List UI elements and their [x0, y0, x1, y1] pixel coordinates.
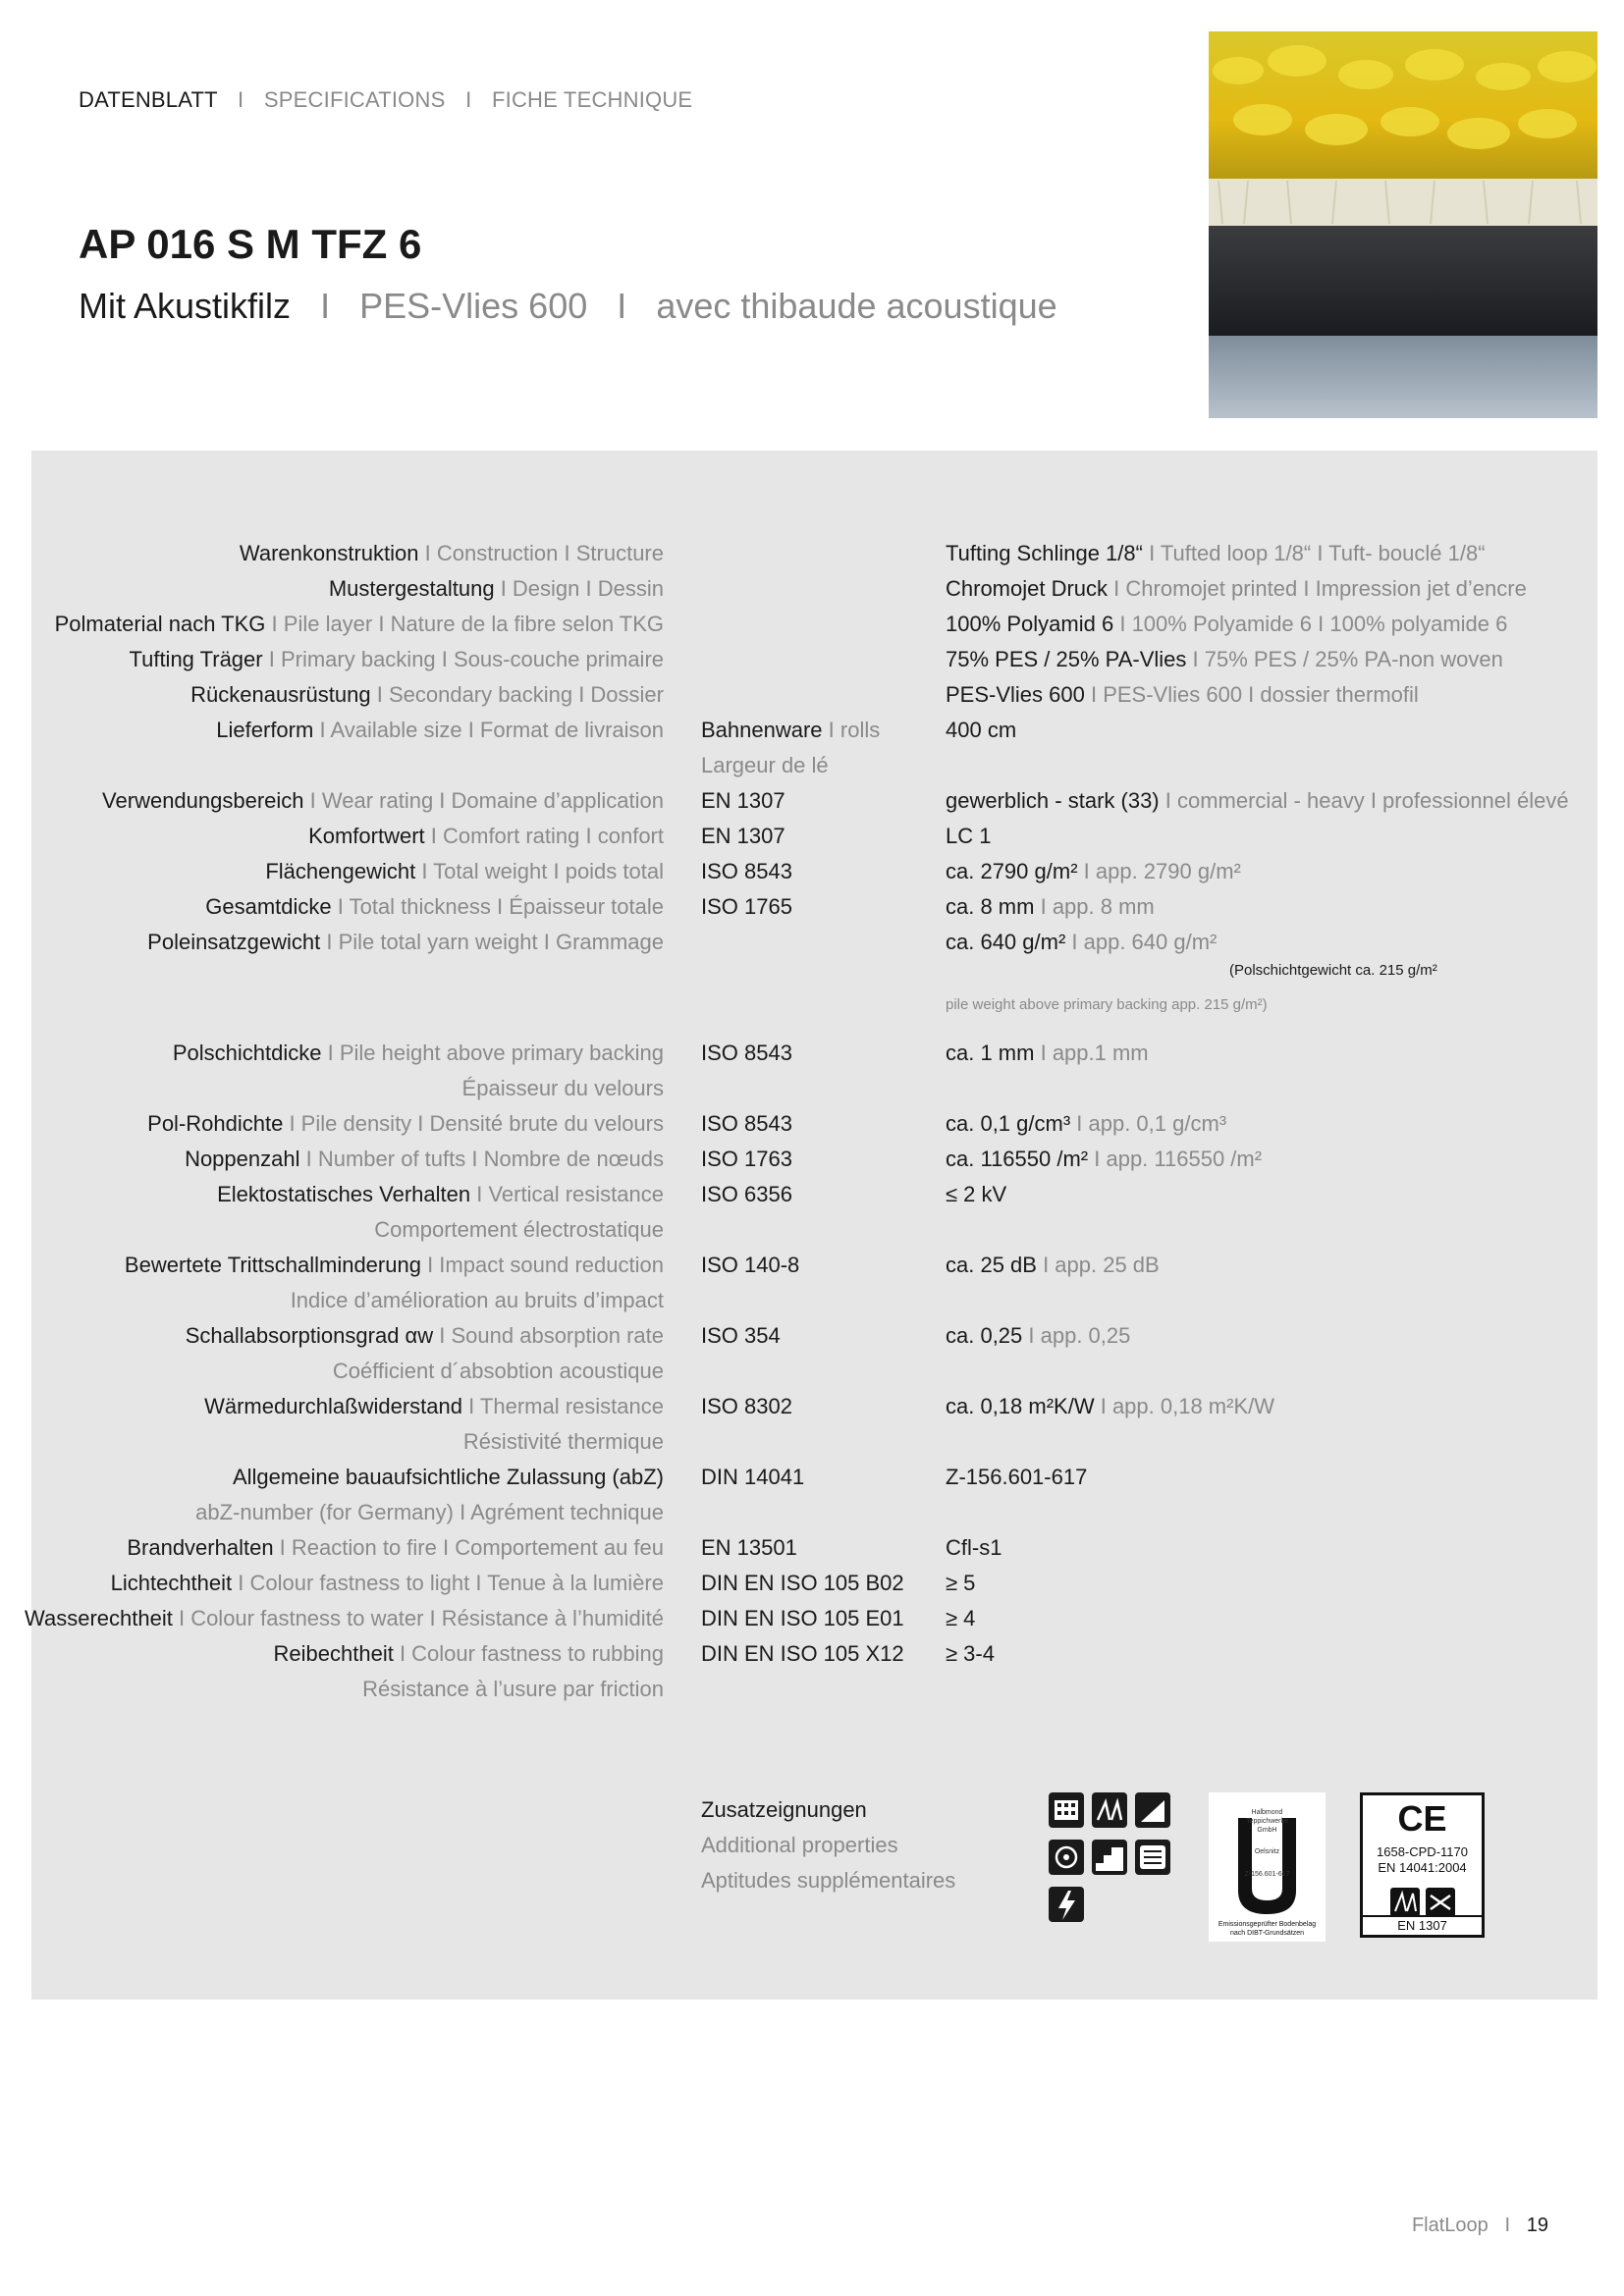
spec-label: Schallabsorptionsgrad αw I Sound absorption rate	[185, 1323, 664, 1348]
spec-label	[362, 1672, 664, 1707]
spec-value-fr: professionnel élevé	[1382, 788, 1569, 813]
spec-label: Noppenzahl I Number of tufts I Nombre de nœuds	[185, 1147, 664, 1171]
spec-value-en: Chromojet printed	[1125, 576, 1298, 601]
spec-standard-code: EN 1307	[701, 788, 785, 813]
spec-value-de: ≥ 4	[946, 1606, 976, 1630]
ce-mark: CE	[1397, 1798, 1447, 1839]
spec-label: Rückenausrüstung I Secondary backing I Dossier	[190, 682, 664, 707]
spec-standard	[701, 889, 792, 925]
spec-standard	[701, 1248, 799, 1283]
spec-value	[946, 1460, 1087, 1495]
spec-value: ca. 116550 /m² I app. 116550 /m²	[946, 1147, 1263, 1171]
spec-label-en: Sound absorption rate	[451, 1323, 664, 1348]
spec-label-en: Total weight	[433, 859, 548, 883]
additional-properties-fr: Aptitudes supplémentaires	[701, 1868, 956, 1893]
castor-chair-icon	[1049, 1840, 1084, 1875]
spec-row	[0, 571, 1624, 607]
spec-label-fr: Épaisseur totale	[509, 894, 664, 919]
property-icons-group	[1049, 1792, 1174, 1935]
steps-icon	[1092, 1840, 1127, 1875]
spec-standard-code: ISO 8543	[701, 859, 792, 883]
spec-label-fr: Résistivité thermique	[462, 1429, 664, 1454]
spec-value	[946, 1601, 975, 1636]
additional-properties-de: Zusatzeignungen	[701, 1797, 867, 1822]
spec-label: Tufting Träger I Primary backing I Sous-couche primaire	[129, 647, 664, 671]
page-number: 19	[1526, 2215, 1548, 2236]
spec-standard-code: ISO 354	[701, 1323, 781, 1348]
subtitle-de: Mit Akustikfilz	[79, 286, 292, 326]
spec-value-en: app. 640 g/m²	[1083, 930, 1218, 954]
spec-value-en: PES-Vlies 600	[1103, 682, 1243, 707]
spec-standard	[701, 1177, 792, 1212]
wear-class-icon	[1390, 1888, 1420, 1917]
spec-value-de: LC 1	[946, 824, 992, 848]
spec-value-en: app. 0,1 g/cm³	[1088, 1111, 1227, 1136]
product-subtitle: Mit Akustikfilz I PES-Vlies 600 I avec thibaude acoustique	[79, 286, 1057, 326]
spec-label	[333, 1354, 664, 1389]
spec-value-en: app. 0,18 m²K/W	[1111, 1394, 1275, 1418]
ce-label	[1360, 1792, 1485, 1938]
spec-label-en: Wear rating	[321, 788, 434, 813]
spec-row	[0, 819, 1624, 854]
spec-label-fr: Format de livraison	[479, 718, 664, 742]
nav-datenblatt: DATENBLATT	[79, 87, 218, 112]
spec-label: Elektostatisches Verhalten I Vertical resistance	[217, 1182, 664, 1206]
spec-standard	[701, 854, 792, 889]
spec-value-de: ca. 116550 /m²	[946, 1147, 1089, 1171]
spec-label-en: Pile layer	[283, 612, 373, 636]
spec-row	[0, 1142, 1624, 1177]
spec-label	[462, 1071, 664, 1106]
top-nav: DATENBLATT I SPECIFICATIONS I FICHE TECHNIQUE	[79, 87, 693, 112]
spec-label: Bewertete Trittschallminderung I Impact sound reduction	[124, 1253, 664, 1277]
spec-standard	[701, 1601, 904, 1636]
spec-value-de: Tufting Schlinge 1/8“	[946, 541, 1143, 565]
spec-row	[0, 783, 1624, 819]
antistatic-icon	[1049, 1887, 1084, 1922]
spec-row	[0, 1636, 1624, 1672]
spec-label-de: Elektostatisches Verhalten	[217, 1182, 471, 1206]
spec-standard-code: Bahnenware	[701, 718, 823, 742]
spec-label-fr: Coéfficient d´absobtion acoustique	[332, 1359, 664, 1383]
ce-line1: 1658-CPD-1170	[1377, 1844, 1468, 1859]
spec-value-de: ca. 0,1 g/cm³	[946, 1111, 1071, 1136]
spec-standard	[701, 1530, 797, 1566]
spec-value-de: ca. 0,18 m²K/W	[946, 1394, 1095, 1418]
spec-value-en: Tufted loop 1/8“	[1160, 541, 1312, 565]
spec-row	[0, 1354, 1624, 1389]
badge-line3: GmbH	[1257, 1827, 1277, 1834]
spec-row	[0, 1672, 1624, 1707]
spec-standard-code: ISO 8302	[701, 1394, 792, 1418]
spec-value-de: ca. 640 g/m²	[946, 930, 1066, 954]
spec-label-de: Komfortwert	[308, 824, 425, 848]
spec-row	[0, 1177, 1624, 1212]
spec-label: Brandverhalten I Reaction to fire I Comportement au feu	[127, 1535, 664, 1560]
spec-value-de: ca. 25 dB	[946, 1253, 1037, 1277]
spec-value: ca. 0,1 g/cm³ I app. 0,1 g/cm³	[946, 1111, 1227, 1136]
spec-label-en: Thermal resistance	[479, 1394, 664, 1418]
spec-value: ca. 8 mm I app. 8 mm	[946, 894, 1155, 919]
spec-label-fr: Indice d’amélioration au bruits d’impact	[290, 1288, 664, 1312]
spec-label-de: Wasserechtheit	[25, 1606, 173, 1630]
spec-row	[0, 1318, 1624, 1354]
spec-standard-code: ISO 1765	[701, 894, 792, 919]
spec-label-en: Secondary backing	[388, 682, 573, 707]
spec-label-en: Total thickness	[349, 894, 491, 919]
additional-properties-en: Additional properties	[701, 1833, 898, 1857]
spec-standard-note: Largeur de lé	[701, 753, 829, 777]
ce-line2: EN 14041:2004	[1378, 1860, 1467, 1875]
spec-label: Wasserechtheit I Colour fastness to water I Résistance à l’humidité	[25, 1606, 664, 1630]
pile-note-de: (Polschichtgewicht ca. 215 g/m²	[1229, 962, 1437, 979]
spec-label-de: Rückenausrüstung	[190, 682, 371, 707]
spec-row	[0, 1106, 1624, 1142]
spec-label-de: Reibechtheit	[273, 1641, 394, 1666]
spec-label-en: Reaction to fire	[291, 1535, 437, 1560]
spec-standard-code: ISO 8543	[701, 1111, 792, 1136]
castor-class-icon	[1426, 1888, 1455, 1917]
spec-label-de: Schallabsorptionsgrad αw	[185, 1323, 434, 1348]
spec-row	[0, 536, 1624, 571]
spec-label: Lieferform I Available size I Format de livraison	[216, 718, 664, 742]
spec-standard-code: DIN EN ISO 105 B02	[701, 1571, 904, 1595]
spec-label-fr: Dossier	[590, 682, 664, 707]
spec-value-en: 100% Polyamide 6	[1131, 612, 1313, 636]
spec-row	[0, 1460, 1624, 1495]
office-icon	[1049, 1792, 1084, 1828]
spec-label: Mustergestaltung I Design I Dessin	[328, 576, 664, 601]
spec-value-de: 75% PES / 25% PA-Vlies	[946, 647, 1187, 671]
spec-standard	[701, 1318, 781, 1354]
spec-value-de: ca. 2790 g/m²	[946, 859, 1078, 883]
badge-line1: Halbmond	[1251, 1809, 1283, 1816]
spec-label-en: Pile total yarn weight	[338, 930, 538, 954]
spec-label-fr: Épaisseur du velours	[461, 1076, 664, 1100]
spec-row	[0, 1071, 1624, 1106]
pile-note-row	[0, 949, 1624, 985]
spec-label: Gesamtdicke I Total thickness I Épaisseur totale	[205, 894, 664, 919]
spec-standard-note: rolls	[839, 718, 881, 742]
spec-standard-code: EN 1307	[701, 824, 785, 848]
spec-value-fr: dossier thermofil	[1260, 682, 1419, 707]
spec-label-en: Impact sound reduction	[439, 1253, 664, 1277]
spec-label-fr: Résistance à l’usure par friction	[362, 1677, 664, 1701]
spec-label: Reibechtheit I Colour fastness to rubbing	[273, 1641, 664, 1666]
spec-standard-code: ISO 6356	[701, 1182, 792, 1206]
spec-value-de: ≥ 5	[946, 1571, 976, 1595]
spec-label-en: Vertical resistance	[488, 1182, 664, 1206]
spec-value	[946, 1530, 1001, 1566]
spec-value: Chromojet Druck I Chromojet printed I Impression jet d’encre	[946, 576, 1527, 601]
spec-label: Warenkonstruktion I Construction I Structure	[239, 541, 664, 565]
spec-label-de: Gesamtdicke	[205, 894, 332, 919]
spec-label: Lichtechtheit I Colour fastness to light I Tenue à la lumière	[110, 1571, 664, 1595]
spec-value	[946, 819, 991, 854]
page-footer: FlatLoop I 19	[1411, 2215, 1548, 2236]
spec-row	[0, 1389, 1624, 1424]
spec-value-en: app.1 mm	[1052, 1041, 1149, 1065]
spec-standard-code: DIN EN ISO 105 X12	[701, 1641, 904, 1666]
spec-label-en: Pile density	[300, 1111, 412, 1136]
spec-label-de: Polmaterial nach TKG	[54, 612, 266, 636]
spec-value: ca. 25 dB I app. 25 dB	[946, 1253, 1160, 1277]
spec-value-fr: Tuft- bouclé 1/8“	[1328, 541, 1486, 565]
spec-value-de: gewerblich - stark (33)	[946, 788, 1160, 813]
spec-value-de: PES-Vlies 600	[946, 682, 1085, 707]
spec-standard-code: EN 13501	[701, 1535, 797, 1560]
spec-label: abZ-number (for Germany) I Agrément technique	[195, 1500, 664, 1524]
subtitle-en: PES-Vlies 600	[359, 286, 588, 326]
spec-standard	[701, 1389, 792, 1424]
spec-value-en: commercial - heavy	[1176, 788, 1365, 813]
spec-row	[0, 1283, 1624, 1318]
spec-label-fr: Nombre de nœuds	[483, 1147, 664, 1171]
spec-label-en: Number of tufts	[317, 1147, 466, 1171]
spec-standard-code: DIN EN ISO 105 E01	[701, 1606, 904, 1630]
spec-standard	[701, 783, 785, 819]
pile-note-en-row	[0, 985, 1624, 1020]
spec-label-en: Colour fastness to water	[190, 1606, 424, 1630]
spec-row	[0, 642, 1624, 677]
spec-label	[463, 1424, 664, 1460]
spec-label-de: Polschichtdicke	[172, 1041, 322, 1065]
spec-standard-code: ISO 140-8	[701, 1253, 800, 1277]
spec-value	[946, 1177, 1006, 1212]
product-title: AP 016 S M TFZ 6	[79, 221, 422, 267]
spec-row	[0, 1495, 1624, 1530]
spec-label-fr: Comportement au feu	[455, 1535, 664, 1560]
spec-label-de: Pol-Rohdichte	[147, 1111, 284, 1136]
spec-label-de: Verwendungsbereich	[102, 788, 304, 813]
spec-standard	[701, 1636, 904, 1672]
spec-value	[946, 713, 1016, 748]
spec-label	[233, 1460, 664, 1495]
spec-label-fr: Résistance à l’humidité	[441, 1606, 664, 1630]
spec-row	[0, 1036, 1624, 1071]
spec-row	[0, 1212, 1624, 1248]
spec-value-en: app. 0,25	[1040, 1323, 1131, 1348]
spec-label-de: Warenkonstruktion	[239, 541, 419, 565]
emission-tested-badge	[1209, 1792, 1326, 1942]
spec-label-fr: Agrément technique	[470, 1500, 664, 1524]
spec-label-en: Construction	[436, 541, 559, 565]
footer-brand: FlatLoop	[1411, 2215, 1489, 2236]
spec-standard-code: ISO 8543	[701, 1041, 792, 1065]
spec-value-fr: Impression jet d’encre	[1315, 576, 1527, 601]
spec-value: ca. 1 mm I app.1 mm	[946, 1041, 1149, 1065]
spec-label-en: Design	[512, 576, 580, 601]
spec-label-de: Bewertete Trittschallminderung	[124, 1253, 421, 1277]
spec-label-fr: Sous-couche primaire	[454, 647, 664, 671]
spec-label-de: Wärmedurchlaßwiderstand	[204, 1394, 462, 1418]
spec-value-en: 75% PES / 25% PA-non woven	[1204, 647, 1503, 671]
spec-value-de: ≥ 3-4	[946, 1641, 995, 1666]
spec-value-de: 100% Polyamid 6	[946, 612, 1114, 636]
spec-row	[0, 854, 1624, 889]
spec-label: Poleinsatzgewicht I Pile total yarn weight I Grammage	[147, 930, 664, 954]
spec-standard	[701, 1142, 792, 1177]
nav-fiche-technique: FICHE TECHNIQUE	[492, 87, 693, 112]
spec-row	[0, 607, 1624, 642]
spec-row	[0, 677, 1624, 713]
badge-line4: Oelsnitz	[1254, 1848, 1280, 1855]
spec-label-fr: Dessin	[597, 576, 664, 601]
spec-label-fr: poids total	[565, 859, 664, 883]
spec-value-de: Z-156.601-617	[946, 1465, 1088, 1489]
spec-row	[0, 1248, 1624, 1283]
spec-label-en: Primary backing	[280, 647, 436, 671]
spec-label-en: abZ-number (for Germany)	[195, 1500, 454, 1524]
spec-label: Pol-Rohdichte I Pile density I Densité brute du velours	[147, 1111, 664, 1136]
spec-label-en: Pile height above primary backing	[339, 1041, 664, 1065]
spec-standard	[701, 1036, 792, 1071]
spec-row	[0, 1530, 1624, 1566]
spec-label-de: Tufting Träger	[129, 647, 263, 671]
spec-value-de: ca. 1 mm	[946, 1041, 1035, 1065]
ce-footer: EN 1307	[1363, 1915, 1482, 1935]
badge-line6: Emissionsgeprüfter Bodenbelag	[1218, 1921, 1317, 1928]
spec-value	[946, 1566, 975, 1601]
badge-line5: Z-156.601-617	[1244, 1871, 1290, 1878]
spec-value-de: Chromojet Druck	[946, 576, 1109, 601]
spec-label-en: Comfort rating	[443, 824, 580, 848]
spec-standard	[701, 1566, 904, 1601]
spec-value: gewerblich - stark (33) I commercial - heavy I professionnel élevé	[946, 788, 1569, 813]
spec-value	[946, 1636, 995, 1672]
spec-value: ca. 2790 g/m² I app. 2790 g/m²	[946, 859, 1241, 883]
spec-label-fr: Structure	[575, 541, 664, 565]
spec-value: PES-Vlies 600 I PES-Vlies 600 I dossier thermofil	[946, 682, 1419, 707]
spec-label: Flächengewicht I Total weight I poids total	[265, 859, 664, 883]
spec-label-de: Lieferform	[216, 718, 314, 742]
spec-row	[0, 713, 1624, 748]
spec-value-de: ≤ 2 kV	[946, 1182, 1007, 1206]
spec-standard-code: ISO 1763	[701, 1147, 792, 1171]
spec-value: Tufting Schlinge 1/8“ I Tufted loop 1/8“ I Tuft- bouclé 1/8“	[946, 541, 1486, 565]
spec-row	[0, 1424, 1624, 1460]
spec-row	[0, 1566, 1624, 1601]
spec-value: ca. 0,25 I app. 0,25	[946, 1323, 1131, 1348]
spec-label-fr: Comportement électrostatique	[374, 1217, 664, 1242]
spec-label: Verwendungsbereich I Wear rating I Domaine d’application	[102, 788, 664, 813]
spec-value-en: app. 2790 g/m²	[1095, 859, 1241, 883]
spec-label-de: Noppenzahl	[185, 1147, 300, 1171]
spec-standard	[701, 819, 785, 854]
spec-label-en: Colour fastness to rubbing	[411, 1641, 664, 1666]
spec-value-de: Cfl-s1	[946, 1535, 1002, 1560]
spec-row	[0, 748, 1624, 783]
spec-label-fr: Nature de la fibre selon TKG	[390, 612, 664, 636]
spec-standard	[701, 748, 829, 783]
spec-value: 100% Polyamid 6 I 100% Polyamide 6 I 100% polyamide 6	[946, 612, 1508, 636]
spec-value: ca. 0,18 m²K/W I app. 0,18 m²K/W	[946, 1394, 1275, 1418]
spec-label-fr: Domaine d’application	[451, 788, 664, 813]
spec-standard-code: DIN 14041	[701, 1465, 805, 1489]
carpet-sample-photo	[1209, 31, 1597, 418]
spec-value-en: app. 116550 /m²	[1106, 1147, 1263, 1171]
spec-label: Wärmedurchlaßwiderstand I Thermal resistance	[204, 1394, 664, 1418]
badge-line7: nach DIBT-Grundsätzen	[1229, 1930, 1305, 1937]
spec-label: Komfortwert I Comfort rating I confort	[308, 824, 664, 848]
spec-value-fr: 100% polyamide 6	[1329, 612, 1508, 636]
spec-label-fr: Densité brute du velours	[429, 1111, 664, 1136]
spec-label	[374, 1212, 664, 1248]
spec-label-fr: Tenue à la lumière	[487, 1571, 664, 1595]
spec-standard	[701, 1106, 792, 1142]
spec-value-de: ca. 0,25	[946, 1323, 1023, 1348]
heavy-use-icon	[1092, 1792, 1127, 1828]
spec-label-de: Lichtechtheit	[110, 1571, 233, 1595]
spec-row	[0, 889, 1624, 925]
spec-label: Polmaterial nach TKG I Pile layer I Nature de la fibre selon TKG	[54, 612, 664, 636]
spec-label: Polschichtdicke I Pile height above primary backing	[172, 1041, 664, 1065]
spec-value: ca. 640 g/m² I app. 640 g/m²	[946, 930, 1218, 954]
spec-label-fr: confort	[597, 824, 664, 848]
spec-label-de: Flächengewicht	[265, 859, 416, 883]
spec-standard	[701, 1460, 804, 1495]
spec-label-de: Brandverhalten	[127, 1535, 274, 1560]
spec-standard: Bahnenware I rolls	[701, 718, 881, 742]
spec-value-de: 400 cm	[946, 718, 1017, 742]
spec-value-en: app. 25 dB	[1055, 1253, 1160, 1277]
spec-value-de: ca. 8 mm	[946, 894, 1035, 919]
spec-value-en: app. 8 mm	[1052, 894, 1155, 919]
underfloor-heating-icon	[1135, 1840, 1170, 1875]
spec-label-en: Available size	[330, 718, 462, 742]
spec-label	[291, 1283, 664, 1318]
spec-value: 75% PES / 25% PA-Vlies I 75% PES / 25% PA-non woven	[946, 647, 1503, 671]
badge-line2: Teppichwerke	[1246, 1818, 1288, 1825]
spec-label-en: Colour fastness to light	[249, 1571, 470, 1595]
spec-label-de: Poleinsatzgewicht	[147, 930, 321, 954]
spec-label-de: Mustergestaltung	[328, 576, 495, 601]
stair-icon	[1135, 1792, 1170, 1828]
spec-row	[0, 1601, 1624, 1636]
nav-specifications: SPECIFICATIONS	[263, 87, 446, 112]
spec-label-fr: Grammage	[555, 930, 664, 954]
pile-note-en: pile weight above primary backing app. 215 g/m²)	[946, 996, 1268, 1013]
spec-label-de: Allgemeine bauaufsichtliche Zulassung (abZ)	[232, 1465, 664, 1489]
subtitle-fr: avec thibaude acoustique	[656, 286, 1057, 326]
